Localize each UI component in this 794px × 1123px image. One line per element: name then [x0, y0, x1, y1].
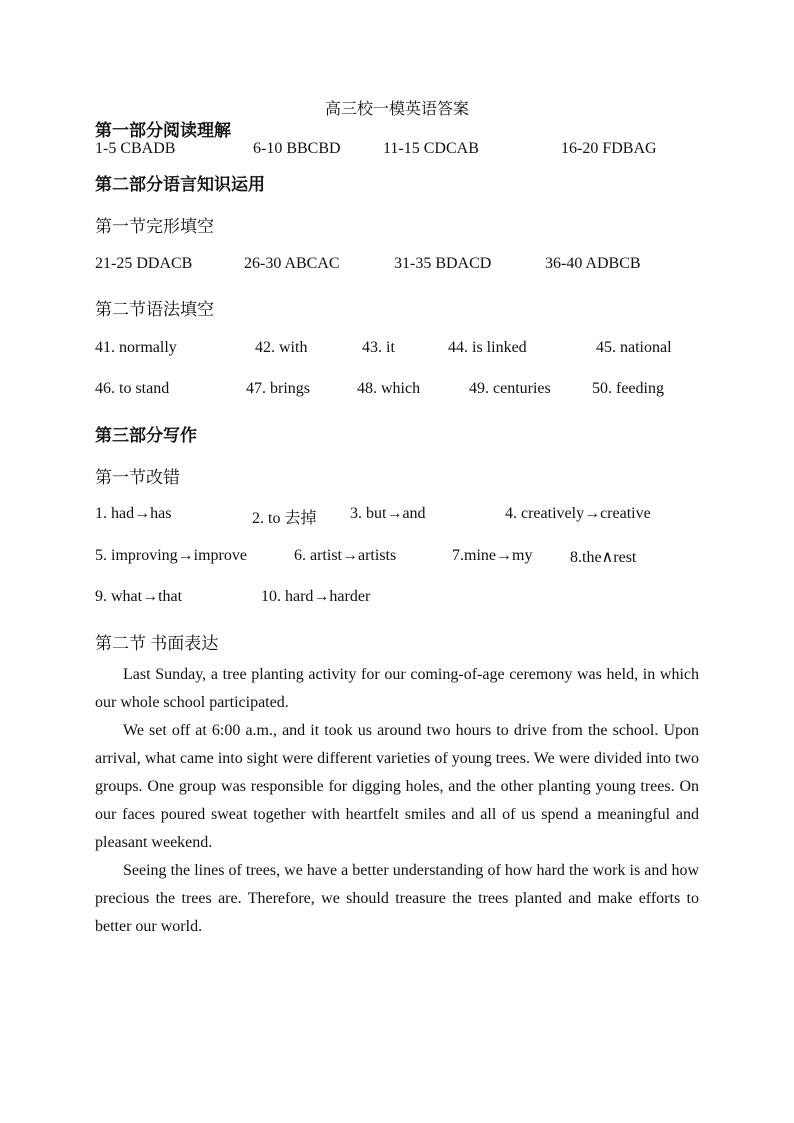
correction-item: 4. creatively→creative	[505, 505, 651, 522]
answer-item: 47. brings	[246, 380, 310, 397]
answer-item: 44. is linked	[448, 339, 527, 356]
answer-group: 11-15 CDCAB	[383, 140, 479, 157]
correction-item: 5. improving→improve	[95, 547, 247, 564]
section-cloze-heading: 第一节完形填空	[95, 217, 214, 236]
correction-item: 1. had→has	[95, 505, 172, 522]
part2-heading: 第二部分语言知识运用	[95, 175, 265, 194]
answer-group: 31-35 BDACD	[394, 255, 492, 272]
answer-item: 46. to stand	[95, 380, 170, 397]
section-correction-heading: 第一节改错	[95, 468, 180, 487]
correction-item: 10. hard→harder	[261, 588, 371, 605]
section-grammar-heading: 第二节语法填空	[95, 300, 214, 319]
answer-group: 6-10 BBCBD	[253, 140, 341, 157]
section-writing-heading: 第二节 书面表达	[95, 634, 219, 653]
answer-item: 49. centuries	[469, 380, 551, 397]
answer-item: 45. national	[596, 339, 672, 356]
answer-item: 42. with	[255, 339, 308, 356]
correction-item: 2. to 去掉	[252, 510, 317, 527]
answer-item: 43. it	[362, 339, 395, 356]
part1-heading: 第一部分阅读理解	[95, 121, 231, 140]
page-title: 高三校一模英语答案	[324, 101, 469, 118]
answer-item: 41. normally	[95, 339, 177, 356]
correction-item: 7.mine→my	[452, 547, 533, 564]
answer-group: 26-30 ABCAC	[244, 255, 340, 272]
essay-paragraph: Seeing the lines of trees, we have a better understanding of how hard the work is and how precious the trees are. Therefore, we should treasure the trees planted and make efforts to better our world.	[95, 862, 699, 935]
answer-group: 16-20 FDBAG	[561, 140, 657, 157]
answer-group: 36-40 ADBCB	[545, 255, 641, 272]
answer-group: 1-5 CBADB	[95, 140, 176, 157]
correction-item: 3. but→and	[350, 505, 426, 522]
part3-heading: 第三部分写作	[95, 426, 197, 445]
correction-item: 6. artist→artists	[294, 547, 397, 564]
essay-paragraph: We set off at 6:00 a.m., and it took us around two hours to drive from the school. Upon arrival, what came into sight were different varieties of young trees. We were divided into two groups. One group was responsible for digging holes, and the other planting young trees. On our faces poured sweat together with heartfelt smiles and all of us spend a meaningful and pleasant weekend.	[95, 722, 699, 851]
answer-group: 21-25 DDACB	[95, 255, 193, 272]
correction-item: 8.the∧rest	[570, 549, 637, 566]
answer-item: 50. feeding	[592, 380, 664, 397]
essay	[95, 661, 699, 941]
correction-item: 9. what→that	[95, 588, 183, 605]
answer-item: 48. which	[357, 380, 421, 397]
essay-paragraph: Last Sunday, a tree planting activity for our coming-of-age ceremony was held, in which our whole school participated.	[95, 666, 699, 711]
